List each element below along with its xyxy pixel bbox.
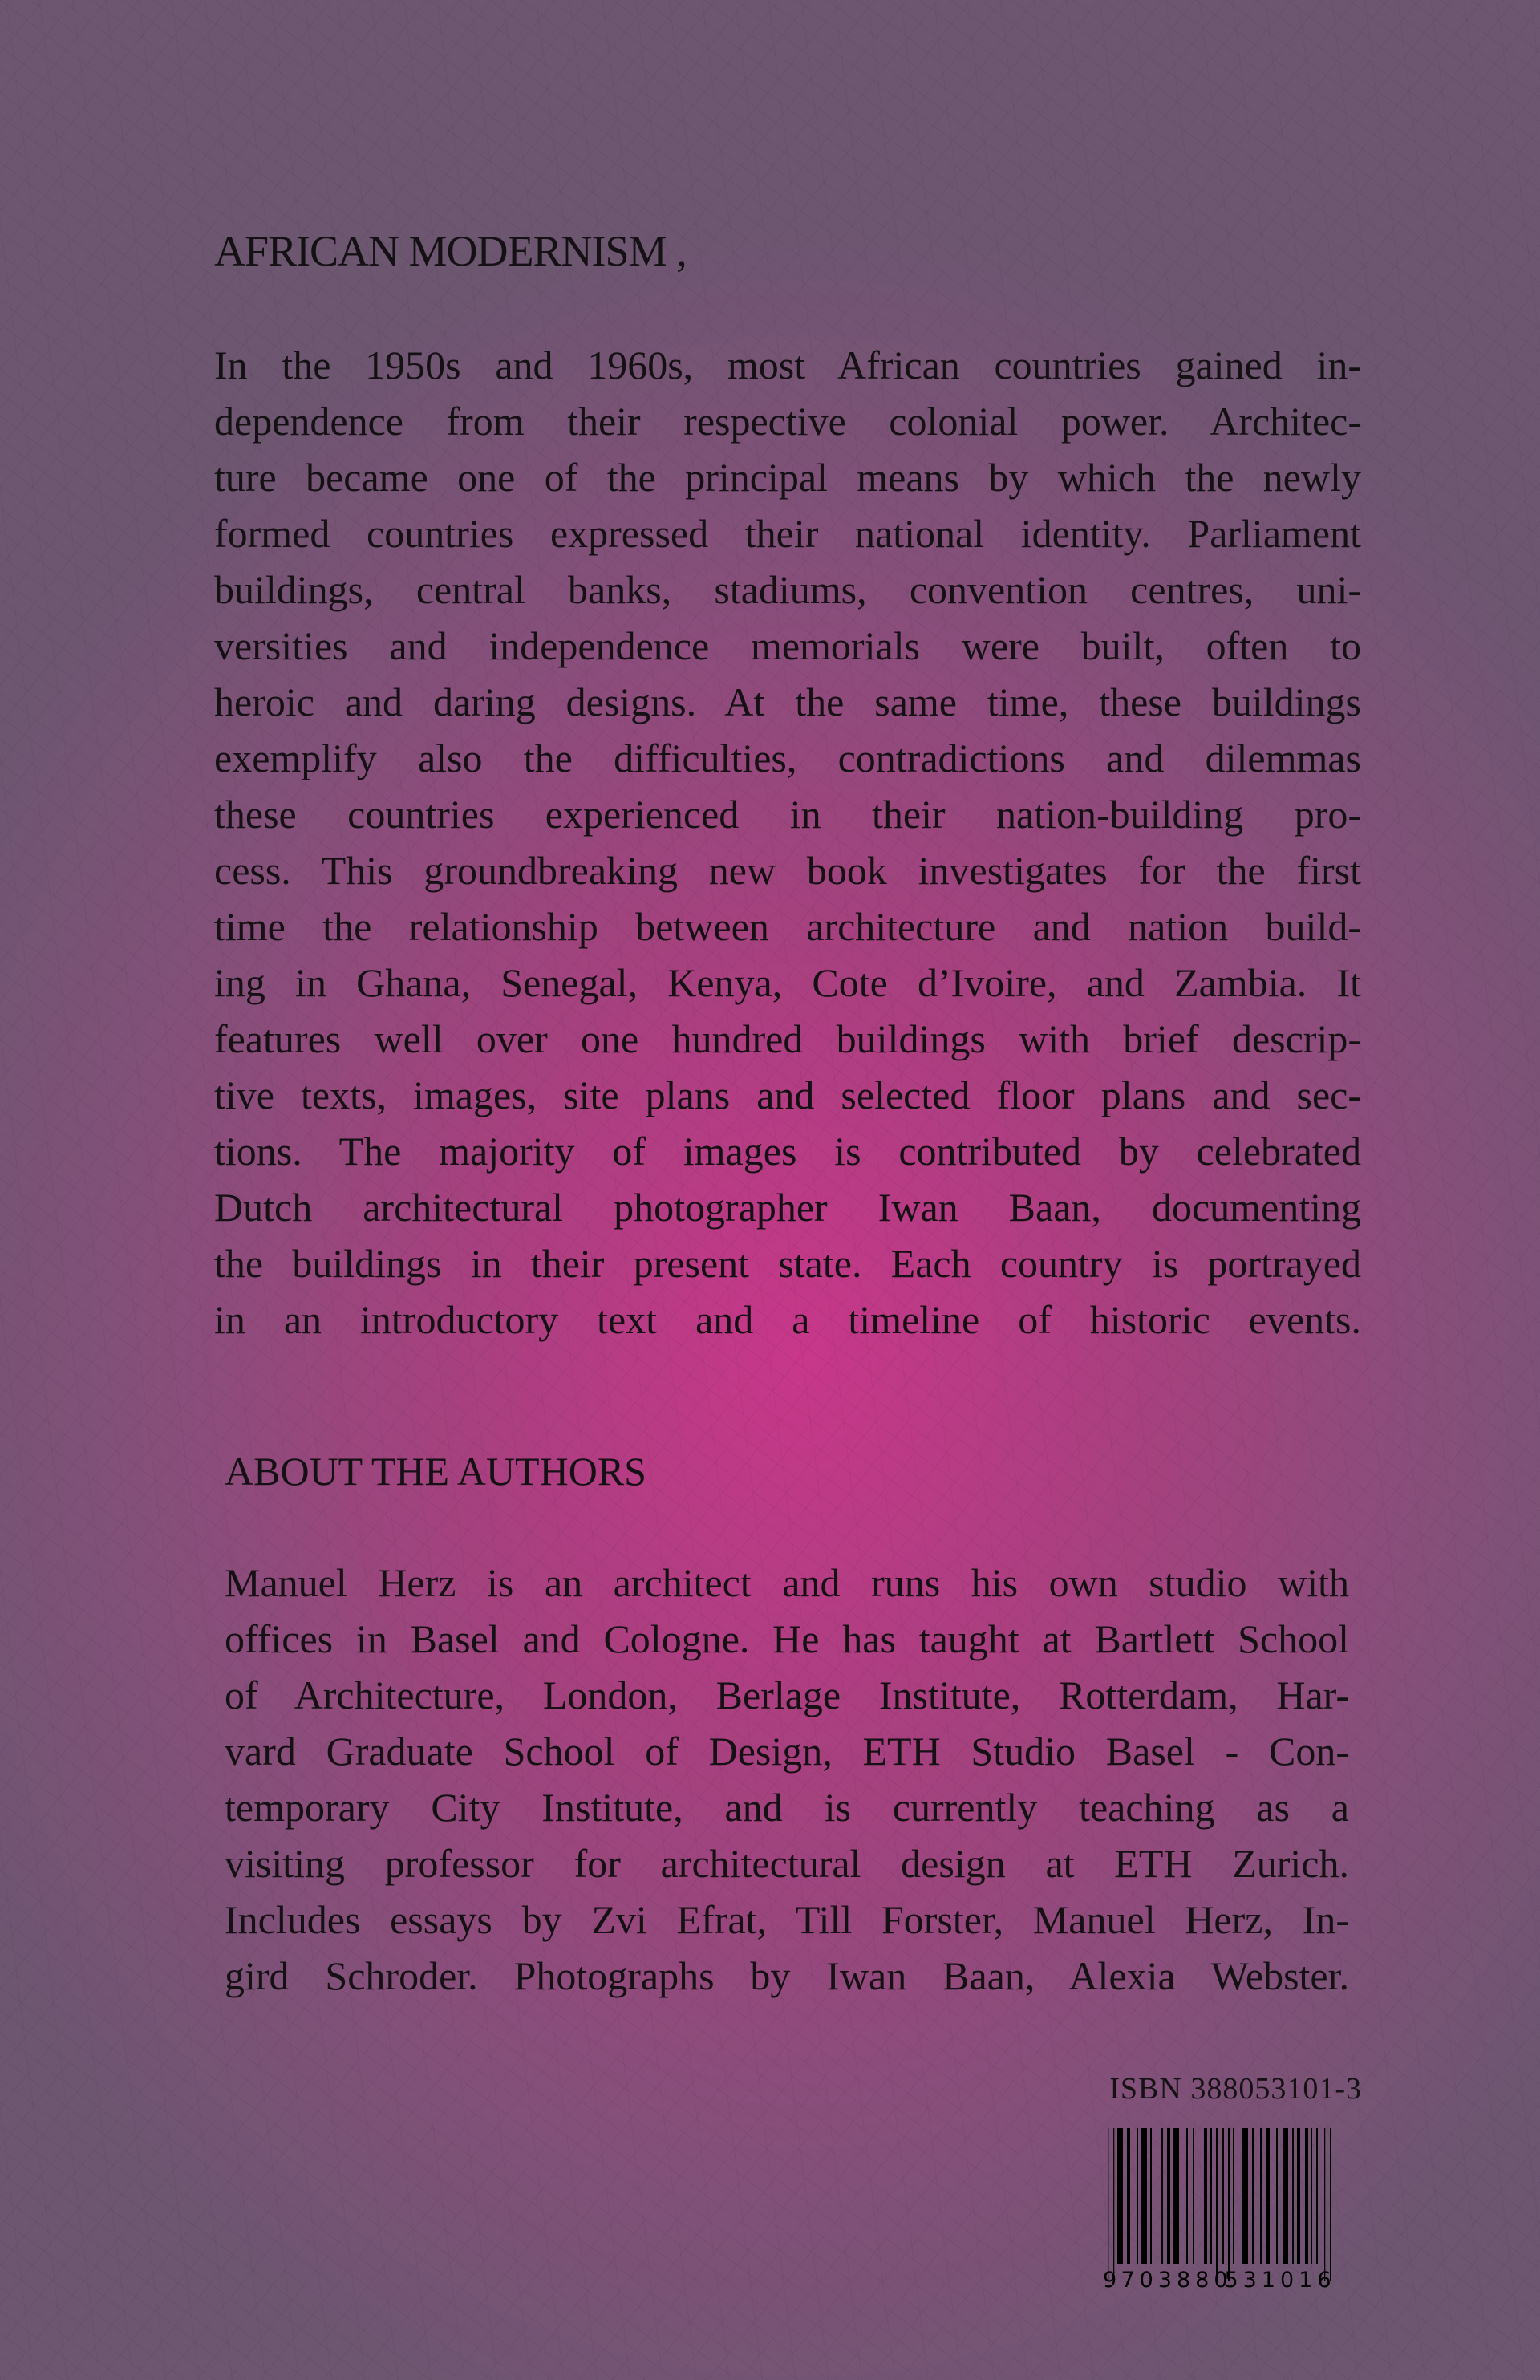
description-line: heroic and daring designs. At the same time, these buildings: [214, 679, 1361, 724]
barcode-bar: [1330, 2128, 1331, 2281]
description-line: tions. The majority of images is contributed by celebrated: [214, 1129, 1361, 1174]
isbn-number: ISBN 388053101-3: [1109, 2072, 1362, 2106]
barcode-digits: 703880: [1121, 2268, 1233, 2293]
book-description: [214, 337, 1361, 1348]
barcode-bar: [1150, 2128, 1152, 2264]
authors-line: gird Schroder. Photographs by Iwan Baan, Alexia Webster.: [225, 1953, 1349, 1998]
authors-line: offices in Basel and Cologne. He has taught at Bartlett School: [225, 1616, 1349, 1661]
barcode-bar: [1186, 2128, 1188, 2264]
description-line: ing in Ghana, Senegal, Kenya, Cote d’Ivoire, and Zambia. It: [214, 960, 1361, 1005]
barcode-bar: [1266, 2128, 1270, 2264]
barcode-bar: [1222, 2128, 1224, 2264]
description-line: ture became one of the principal means by which the newly: [214, 455, 1361, 500]
barcode-bar: [1311, 2128, 1312, 2264]
description-line: Dutch architectural photographer Iwan Baan, documenting: [214, 1185, 1361, 1230]
description-line: cess. This groundbreaking new book investigates for the first: [214, 848, 1361, 893]
authors-heading: ABOUT THE AUTHORS: [225, 1449, 646, 1494]
barcode-bar: [1297, 2128, 1300, 2264]
barcode-bar: [1292, 2128, 1294, 2264]
barcode-bar: [1210, 2128, 1212, 2264]
barcode-bar: [1242, 2128, 1248, 2264]
barcode-bar: [1204, 2128, 1207, 2264]
barcode-bar: [1216, 2128, 1218, 2281]
barcode-bar: [1316, 2128, 1318, 2264]
authors-line: visiting professor for architectural design at ETH Zurich.: [225, 1841, 1349, 1886]
description-line: In the 1950s and 1960s, most African countries gained in-: [214, 343, 1361, 387]
authors-line: of Architecture, London, Berlage Institute, Rotterdam, Har-: [225, 1672, 1349, 1717]
barcode-bar: [1173, 2128, 1179, 2264]
description-line: time the relationship between architecture and nation build-: [214, 904, 1361, 949]
barcode-bar: [1193, 2128, 1194, 2264]
description-line: these countries experienced in their nation-building pro-: [214, 792, 1361, 837]
book-title: AFRICAN MODERNISM ,: [214, 227, 687, 275]
barcode-digits: 9: [1103, 2268, 1122, 2293]
description-line: tive texts, images, site plans and selected floor plans and sec-: [214, 1072, 1361, 1117]
barcode-image: [1103, 2124, 1343, 2305]
barcode-bar: [1137, 2128, 1138, 2264]
authors-line: temporary City Institute, and is currently teaching as a: [225, 1785, 1349, 1830]
barcode-bar: [1305, 2128, 1308, 2264]
barcode-bar: [1228, 2128, 1230, 2281]
barcode-bar: [1127, 2128, 1130, 2264]
authors-bio: [225, 1555, 1349, 2004]
description-line: exemplify also the difficulties, contradictions and dilemmas: [214, 736, 1361, 780]
barcode-bar: [1117, 2128, 1123, 2264]
barcode-bar: [1161, 2128, 1163, 2264]
barcode-bar: [1113, 2128, 1114, 2281]
barcode-bar: [1167, 2128, 1170, 2264]
description-line: versities and independence memorials were built, often to: [214, 623, 1361, 668]
barcode-digits: 531016: [1224, 2268, 1336, 2293]
barcode-bar: [1324, 2128, 1325, 2281]
barcode-bar: [1260, 2128, 1262, 2264]
authors-line: vard Graduate School of Design, ETH Studio Basel - Con-: [225, 1729, 1349, 1774]
description-line: buildings, central banks, stadiums, convention centres, uni-: [214, 567, 1361, 612]
description-line: formed countries expressed their national identity. Parliament: [214, 511, 1361, 556]
barcode-bar: [1283, 2128, 1288, 2264]
authors-line: Manuel Herz is an architect and runs his own studio with: [225, 1560, 1349, 1605]
barcode-bar: [1252, 2128, 1254, 2264]
description-line: in an introductory text and a timeline of historic events.: [214, 1297, 1361, 1342]
description-line: features well over one hundred buildings with brief descrip-: [214, 1016, 1361, 1061]
barcode-bar: [1276, 2128, 1278, 2264]
barcode-bar: [1233, 2128, 1234, 2264]
barcode-bar: [1141, 2128, 1147, 2264]
description-line: the buildings in their present state. Each country is portrayed: [214, 1241, 1361, 1286]
authors-line: Includes essays by Zvi Efrat, Till Forster, Manuel Herz, In-: [225, 1897, 1349, 1942]
description-line: dependence from their respective colonial power. Architec-: [214, 399, 1361, 444]
